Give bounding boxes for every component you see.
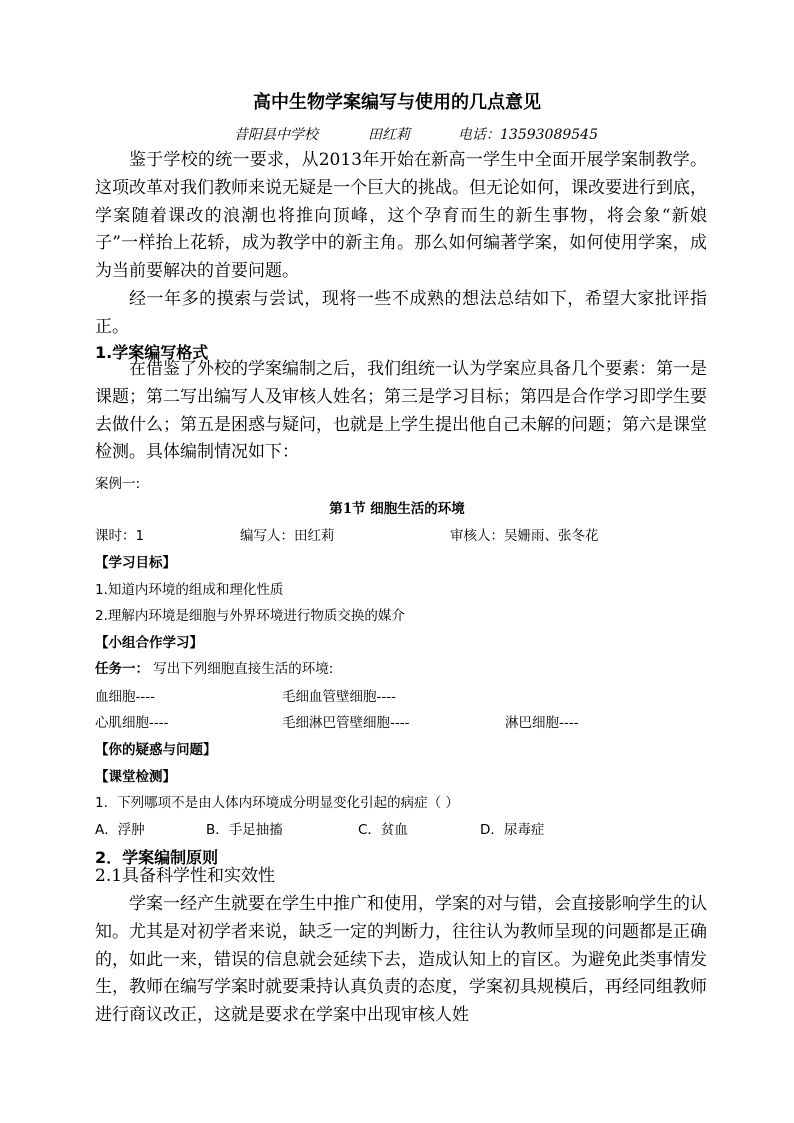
section-1-paragraph: 在借鉴了外校的学案编制之后，我们组统一认为学案应具备几个要素：第一是课题；第二写出编写人及审核人姓名；第三是学习目标；第四是合作学习即学生要去做什么；第五是困惑与疑问，也就是上学生提出他自己未解的问题；第六是课堂检测。具体编制情况如下： — [95, 359, 707, 463]
case-label: 案例一: — [95, 476, 141, 492]
goal-2: 2.理解内环境是细胞与外界环境进行物质交换的媒介 — [95, 608, 405, 624]
author-phone: 电话：13593089545 — [458, 127, 598, 143]
cell-item-lymph-capillary: 毛细淋巴管壁细胞---- — [282, 715, 410, 731]
option-c: C．贫血 — [358, 822, 408, 838]
check-question: 1．下列哪项不是由人体内环境成分明显变化引起的病症（ ） — [95, 795, 459, 811]
author-line — [234, 124, 598, 144]
goal-1: 1.知道内环境的组成和理化性质 — [95, 582, 284, 598]
cell-item-lymphocyte: 淋巴细胞---- — [505, 715, 579, 731]
cell-item-capillary: 毛细血管壁细胞---- — [282, 689, 396, 705]
cell-item-cardiac: 心肌细胞---- — [95, 715, 169, 731]
task-line — [95, 657, 333, 677]
task-label: 任务一： — [95, 661, 149, 677]
goals-heading: 【学习目标】 — [95, 555, 176, 571]
author-school: 昔阳县中学校 — [234, 127, 318, 143]
document-title: 高中生物学案编写与使用的几点意见 — [253, 92, 541, 113]
lesson-hours: 课时：1 — [95, 528, 145, 544]
intro-paragraph-2: 经一年多的摸索与尝试，现将一些不成熟的想法总结如下，希望大家批评指正。 — [95, 289, 707, 337]
cell-item-blood: 血细胞---- — [95, 689, 155, 705]
option-d: D．尿毒症 — [480, 822, 545, 838]
task-text: 写出下列细胞直接生活的环境: — [149, 661, 334, 677]
section-2-1-heading: 2.1具备科学性和实效性 — [95, 866, 276, 886]
doubt-heading: 【你的疑惑与问题】 — [95, 742, 217, 758]
intro-paragraph-1: 鉴于学校的统一要求，从2013年开始在新高一学生中全面开展学案制教学。这项改革对我们教师来说无疑是一个巨大的挑战。但无论如何，课改要进行到底，学案随着课改的浪潮也将推向顶峰，这个孕育而生的新生事物，将会象“新娘子”一样抬上花轿，成为教学中的新主角。那么如何编著学案，如何使用学案，成为当前要解决的首要问题。 — [95, 150, 707, 282]
group-study-heading: 【小组合作学习】 — [95, 635, 203, 651]
section-2-paragraph: 学案一经产生就要在学生中推广和使用，学案的对与错，会直接影响学生的认知。尤其是对初学者来说，缺乏一定的判断力，往往认为教师呈现的问题都是正确的，如此一来，错误的信息就会延续下去，造成认知上的盲区。为避免此类事情发生，教师在编写学案时就要秉持认真负责的态度，学案初具规模后，再经同组教师进行商议改正，这就是要求在学案中出现审核人姓 — [95, 894, 707, 1026]
class-check-heading: 【课堂检测】 — [95, 769, 176, 785]
option-a: A．浮肿 — [95, 822, 145, 838]
option-b: B．手足抽搐 — [206, 822, 283, 838]
author-name: 田红莉 — [368, 127, 410, 143]
lesson-writer: 编写人：田红莉 — [240, 528, 335, 544]
lesson-reviewer: 审核人：吴姗雨、张冬花 — [450, 528, 599, 544]
section-2-heading: 2．学案编制原则 — [95, 848, 219, 867]
lesson-title: 第1节 细胞生活的环境 — [329, 501, 465, 517]
section-1-heading: 1.学案编写格式 — [95, 343, 209, 362]
